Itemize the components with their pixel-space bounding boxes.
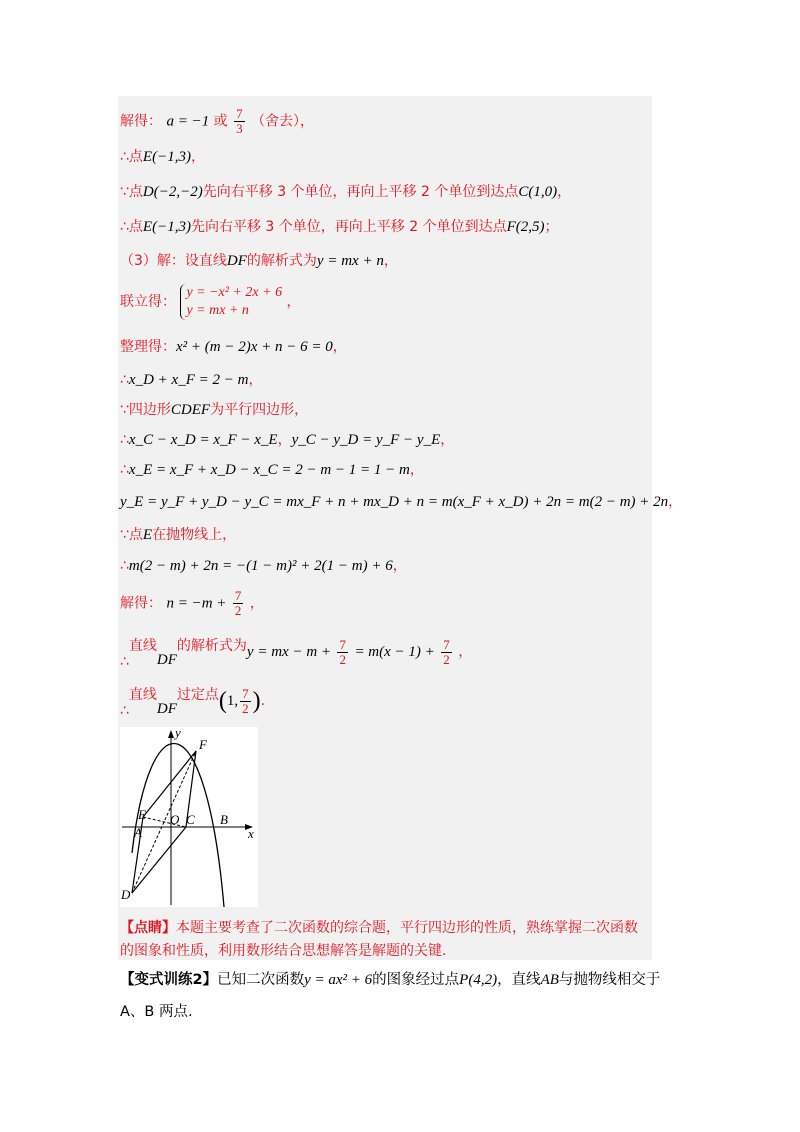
diagonal-EC bbox=[143, 817, 186, 827]
label-y: y bbox=[175, 727, 181, 740]
solution-line-6: 联立得： y = −x² + 2x + 6 y = mx + n ， bbox=[120, 285, 301, 318]
solution-line-10: ∴x_C − x_D = x_F − x_E，y_C − y_D = y_F − y_E， bbox=[120, 432, 455, 448]
key-point-comment: 【点睛】本题主要考查了二次函数的综合题，平行四边形的性质，熟练掌握二次函数的图象和性质，利用数形结合思想解答是解题的关键. bbox=[120, 920, 638, 959]
label-F: F bbox=[199, 737, 207, 752]
solution-line-13: ∵点E在抛物线上， bbox=[120, 527, 237, 543]
solution-line-15: 解得： n = −m + $\frac{7}{2}$ ， bbox=[120, 588, 264, 618]
fraction: $\frac{7}{3}$ bbox=[236, 106, 243, 136]
solution-line-8: ∴x_D + x_F = 2 − m， bbox=[120, 372, 263, 388]
label-A: A bbox=[134, 825, 142, 840]
equation-system: y = −x² + 2x + 6 y = mx + n bbox=[180, 284, 282, 320]
text: （舍去）， bbox=[251, 113, 315, 130]
math: a = −1 bbox=[166, 113, 210, 130]
solution-line-4: ∴点E(−1,3)先向右平移 3 个单位，再向上平移 2 个单位到达点F(2,5)； bbox=[120, 219, 559, 235]
text: 或 bbox=[213, 113, 228, 130]
solution-line-1 bbox=[120, 107, 314, 136]
solution-line-12: y_E = y_F + y_D − y_C = mx_F + n + mx_D + n = m(x_F + x_D) + 2n = m(2 − m) + 2n， bbox=[120, 494, 683, 510]
solution-line-5: （3）解：设直线DF的解析式为y = mx + n， bbox=[120, 253, 398, 269]
label-O: O bbox=[170, 812, 180, 827]
parabola-figure bbox=[120, 727, 258, 907]
solution-line-17: ∴直线DF过定点(1, $\frac{7}{2}$ ). bbox=[120, 685, 266, 719]
solution-line-2: ∴点E(−1,3)， bbox=[120, 149, 205, 165]
label-B: B bbox=[220, 812, 228, 827]
solution-line-14: ∴m(2 − m) + 2n = −(1 − m)² + 2(1 − m) + 6， bbox=[120, 558, 407, 574]
label: 解得： bbox=[120, 113, 162, 130]
solution-line-3: ∵点D(−2,−2)先向右平移 3 个单位，再向上平移 2 个单位到达点C(1,0)， bbox=[120, 184, 572, 200]
label-C: C bbox=[186, 812, 195, 827]
solution-line-11: ∴x_E = x_F + x_D − x_C = 2 − m − 1 = 1 − m， bbox=[120, 462, 424, 478]
label-x: x bbox=[248, 826, 254, 841]
solution-line-16: ∴直线DF的解析式为y = mx − m + $\frac{7}{2}$ = m(x − 1) + $\frac{7}{2}$ ， bbox=[120, 636, 473, 670]
label-D: D bbox=[121, 887, 131, 902]
solution-line-7: 整理得：x² + (m − 2)x + n − 6 = 0， bbox=[120, 339, 347, 355]
label-E: E bbox=[138, 807, 146, 822]
y-axis-arrow bbox=[168, 730, 174, 738]
solution-line-9: ∵四边形CDEF为平行四边形， bbox=[120, 402, 309, 418]
exercise-line-2: A、B 两点. bbox=[120, 1004, 193, 1020]
exercise-line-1: 【变式训练2】已知二次函数y = ax² + 6的图象经过点P(4,2)，直线AB与抛物线相交于 bbox=[120, 972, 661, 988]
